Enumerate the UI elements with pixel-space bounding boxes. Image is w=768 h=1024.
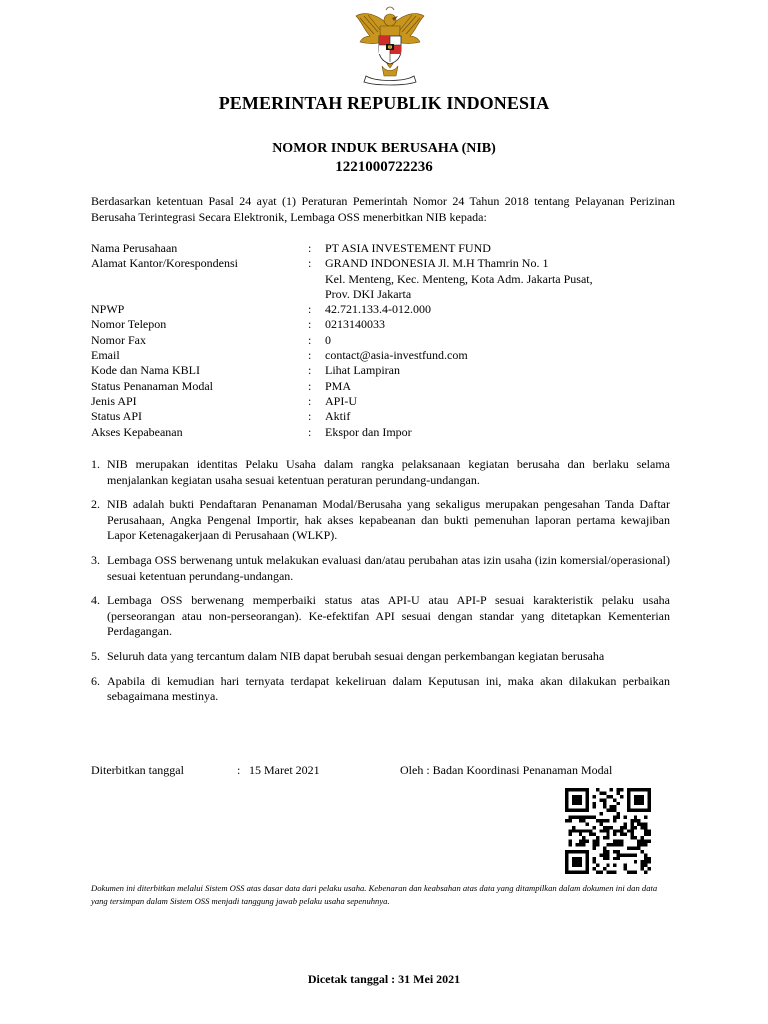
field-colon: : [308,378,312,393]
note-number: 4. [91,593,100,608]
garuda-emblem-icon [352,6,428,86]
field-label: Alamat Kantor/Korespondensi [91,256,238,271]
field-colon: : [308,424,312,439]
intro-paragraph: Berdasarkan ketentuan Pasal 24 ayat (1) Peraturan Pemerintah Nomor 24 Tahun 2018 tentang Pelayanan Perizinan Berusaha Terintegrasi Secara Elektronik, Lembaga OSS menerbitkan NIB kepada: [91,194,675,224]
field-row [91,317,691,332]
field-label: Kode dan Nama KBLI [91,363,200,378]
field-value: PT ASIA INVESTEMENT FUND [325,241,491,255]
field-row [91,241,691,256]
field-label: Status API [91,409,143,424]
issued-line [91,763,691,779]
field-value: contact@asia-investfund.com [325,348,468,363]
field-label: Nama Perusahaan [91,241,178,255]
field-colon: : [308,302,312,317]
field-label: Nomor Fax [91,332,146,347]
field-label: Nomor Telepon [91,317,167,332]
field-value: 42.721.133.4-012.000 [325,302,431,317]
field-colon: : [308,317,312,332]
field-value: API-U [325,393,357,408]
field-row [91,302,691,317]
list-item [91,649,670,665]
field-colon: : [308,332,312,347]
note-text: Lembaga OSS berwenang memperbaiki status atas API-U atau API-P sesuai karakteristik pelaku usaha (perseorangan atau non-perseorangan). Ke-efektifan API sesuai dengan standar yang ditetapkan Kementerian Perdagangan. [107,593,670,639]
list-item [91,553,670,584]
field-row [91,348,691,363]
issued-by: Oleh : Badan Koordinasi Penanaman Modal [400,763,613,777]
issued-date: 15 Maret 2021 [249,763,320,777]
company-fields [91,241,691,440]
note-text: Apabila di kemudian hari ternyata terdapat kekeliruan dalam Keputusan ini, maka akan dilakukan perbaikan sebagaimana mestinya. [107,673,670,704]
notes-list [91,457,670,714]
field-row [91,425,691,440]
field-value: 0 [325,332,331,347]
issued-colon: : [237,763,241,777]
list-item [91,457,670,488]
address-line: Kel. Menteng, Kec. Menteng, Kota Adm. Jakarta Pusat, [325,271,593,286]
field-colon: : [308,363,312,378]
field-row [91,363,691,378]
field-value: Aktif [325,409,351,424]
note-text: Lembaga OSS berwenang untuk melakukan evaluasi dan/atau perubahan atas izin usaha (izin komersial/operasional) sesuai ketentuan perundang-undangan. [107,552,670,583]
disclaimer: Dokumen ini diterbitkan melalui Sistem OSS atas dasar data dari pelaku usaha. Kebenaran dan keabsahan atas data yang ditampilkan dalam dokumen ini dan data yang tersimpan dalam Sistem OSS menjadi tanggung jawab pelaku usaha sepenuhnya. [91,883,658,906]
field-row [91,333,691,348]
note-text: Seluruh data yang tercantum dalam NIB dapat berubah sesuai dengan perkembangan kegiatan berusaha [107,648,605,663]
field-colon: : [308,241,312,255]
address-line: Prov. DKI Jakarta [325,286,412,301]
note-number: 1. [91,457,100,471]
printed-date: Dicetak tanggal : 31 Mei 2021 [307,972,461,986]
field-row [91,394,691,409]
document-title: NOMOR INDUK BERUSAHA (NIB) [272,141,496,156]
field-label: NPWP [91,302,125,317]
note-number: 6. [91,673,100,688]
field-value: Ekspor dan Impor [325,424,412,439]
field-label: Akses Kepabeanan [91,424,183,439]
note-number: 3. [91,552,100,567]
field-label: Email [91,348,120,363]
field-row [91,256,691,302]
field-colon: : [308,256,312,271]
note-number: 5. [91,648,100,663]
qr-code-icon [565,788,651,874]
issued-label: Diterbitkan tanggal [91,763,184,777]
field-colon: : [308,348,312,363]
list-item [91,593,670,640]
nib-number: 1221000722236 [335,159,433,175]
list-item [91,497,670,544]
field-colon: : [308,393,312,408]
field-value: Lihat Lampiran [325,363,400,378]
field-row [91,379,691,394]
field-row [91,409,691,424]
field-value: PMA [325,378,352,393]
field-colon: : [308,409,312,424]
field-label: Status Penanaman Modal [91,378,213,393]
field-label: Jenis API [91,393,137,408]
note-number: 2. [91,497,100,512]
list-item [91,674,670,705]
note-text: NIB adalah bukti Pendaftaran Penanaman Modal/Berusaha yang sekaligus merupakan pengesahan Tanda Daftar Perusahaan, Angka Pengenal Importir, hak akses kepabeanan dan bukti pemenuhan laporan pertama kewajiban Lapor Ketenagakerjaan di Perusahaan (WLKP). [107,497,670,543]
field-value-address [325,256,691,302]
government-title: PEMERINTAH REPUBLIK INDONESIA [218,93,550,113]
field-value: 0213140033 [325,317,385,332]
note-text: NIB merupakan identitas Pelaku Usaha dalam rangka pelaksanaan kegiatan berusaha dan berlaku selama menjalankan kegiatan usaha sesuai ketentuan peraturan perundang-undangan. [107,457,670,487]
address-line: GRAND INDONESIA Jl. M.H Thamrin No. 1 [325,256,549,271]
